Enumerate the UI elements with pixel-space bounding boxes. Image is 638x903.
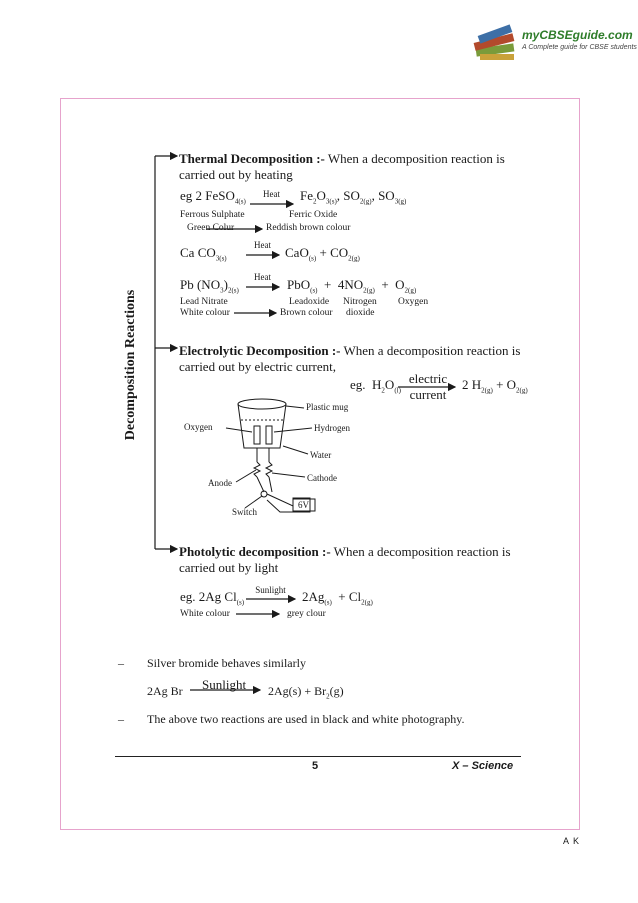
thermal-r3-colour3: dioxide bbox=[346, 308, 375, 318]
thermal-r1-colour1: Green Colur bbox=[187, 223, 235, 233]
electro-products: 2 $H_{2(g)} + O_{2(g)}$ bbox=[462, 377, 528, 395]
label-switch: Switch bbox=[232, 507, 258, 517]
electro-reactant: eg. $H_2O_{(l)}$ bbox=[350, 377, 401, 395]
thermal-desc2: carried out by heating bbox=[179, 167, 293, 182]
thermal-r3-reactant: Pb $(NO_3)_{2(s)}$ bbox=[180, 277, 239, 295]
label-water: Water bbox=[310, 450, 332, 460]
photo-heading: Photolytic decomposition :- bbox=[179, 544, 331, 559]
bottom-eq-condition: Sunlight bbox=[202, 677, 247, 692]
thermal-r1-name1: Ferrous Sulphate bbox=[180, 210, 245, 220]
label-oxygen: Oxygen bbox=[184, 422, 213, 432]
label-anode: Anode bbox=[208, 478, 232, 488]
electro-heading-block bbox=[179, 343, 539, 375]
thermal-r1-products: $Fe_2O_{3(s)}$, $SO_{2(g)}$, $SO_{3(g)}$ bbox=[300, 188, 407, 206]
thermal-r3-products: $PbO_{(s)} + 4NO_{2(g)} + O_{2(g)}$ bbox=[287, 277, 417, 295]
page-number: 5 bbox=[312, 760, 319, 772]
photo-colour1: White colour bbox=[180, 609, 230, 619]
bottom-dash-2: – bbox=[118, 712, 124, 726]
thermal-heading: Thermal Decomposition :- bbox=[179, 151, 325, 166]
label-cathode: Cathode bbox=[307, 473, 337, 483]
photo-heading-block bbox=[179, 544, 539, 576]
photo-reactant: eg. 2Ag $Cl_{(s)}$ bbox=[180, 589, 245, 607]
thermal-r3-name4: Oxygen bbox=[398, 297, 429, 307]
photo-desc1: When a decomposition reaction is bbox=[333, 544, 511, 559]
electrolysis-apparatus bbox=[226, 399, 315, 512]
thermal-r3-name2: Leadoxide bbox=[289, 297, 330, 307]
photo-condition: Sunlight bbox=[255, 585, 286, 595]
thermal-desc1: When a decomposition reaction is bbox=[327, 151, 505, 166]
thermal-r3-name3: Nitrogen bbox=[343, 297, 377, 307]
electro-heading: Electrolytic Decomposition :- bbox=[179, 343, 341, 358]
thermal-r3-name1: Lead Nitrate bbox=[180, 297, 228, 307]
thermal-r1-condition: Heat bbox=[263, 189, 280, 199]
photo-products: $2Ag_{(s)} + Cl_{2(g)}$ bbox=[302, 589, 373, 607]
thermal-r3-colour1: White colour bbox=[180, 308, 230, 318]
label-hydrogen: Hydrogen bbox=[314, 423, 350, 433]
side-label: Decomposition Reactions bbox=[123, 289, 138, 441]
bottom-line-1: Silver bromide behaves similarly bbox=[147, 656, 306, 670]
footer-rule bbox=[115, 756, 521, 757]
thermal-r2-condition: Heat bbox=[254, 240, 271, 250]
label-plastic-mug: Plastic mug bbox=[306, 402, 349, 412]
label-battery: 6V bbox=[298, 500, 309, 510]
footer-subject: X – Science bbox=[452, 760, 514, 772]
thermal-r2-reactant: Ca $CO_{3(s)}$ bbox=[180, 245, 227, 263]
electro-condition-top: electric bbox=[408, 371, 448, 386]
electro-desc1: When a decomposition reaction is bbox=[343, 343, 521, 358]
electro-desc2: carried out by electric current, bbox=[179, 359, 336, 374]
thermal-r1-colour2: Reddish brown colour bbox=[266, 223, 351, 233]
corner-initials: A K bbox=[563, 836, 581, 846]
bottom-dash-1: – bbox=[118, 656, 124, 670]
photo-desc2: carried out by light bbox=[179, 560, 279, 575]
logo-tagline: A Complete guide for CBSE students bbox=[522, 44, 637, 51]
bottom-line-2: The above two reactions are used in black and white photography. bbox=[147, 712, 465, 726]
thermal-heading-block bbox=[179, 151, 539, 183]
thermal-r1-reactant: eg 2 FeSO$_{4(s)}$ bbox=[180, 188, 246, 206]
thermal-r2-products: $CaO_{(s)} + CO_{2(g)}$ bbox=[285, 245, 360, 263]
electro-condition-bottom: current bbox=[409, 387, 447, 402]
bottom-eq-right: $2Ag(s) + Br_2(g)$ bbox=[268, 684, 344, 701]
photo-colour2: grey clour bbox=[287, 609, 326, 619]
thermal-r3-colour2: Brown colour bbox=[280, 308, 333, 318]
thermal-r3-condition: Heat bbox=[254, 272, 271, 282]
logo-brand-text: myCBSEguide.com bbox=[522, 28, 633, 42]
thermal-r1-name2: Ferric Oxide bbox=[289, 210, 338, 220]
bottom-eq-left: 2Ag Br bbox=[147, 684, 183, 698]
